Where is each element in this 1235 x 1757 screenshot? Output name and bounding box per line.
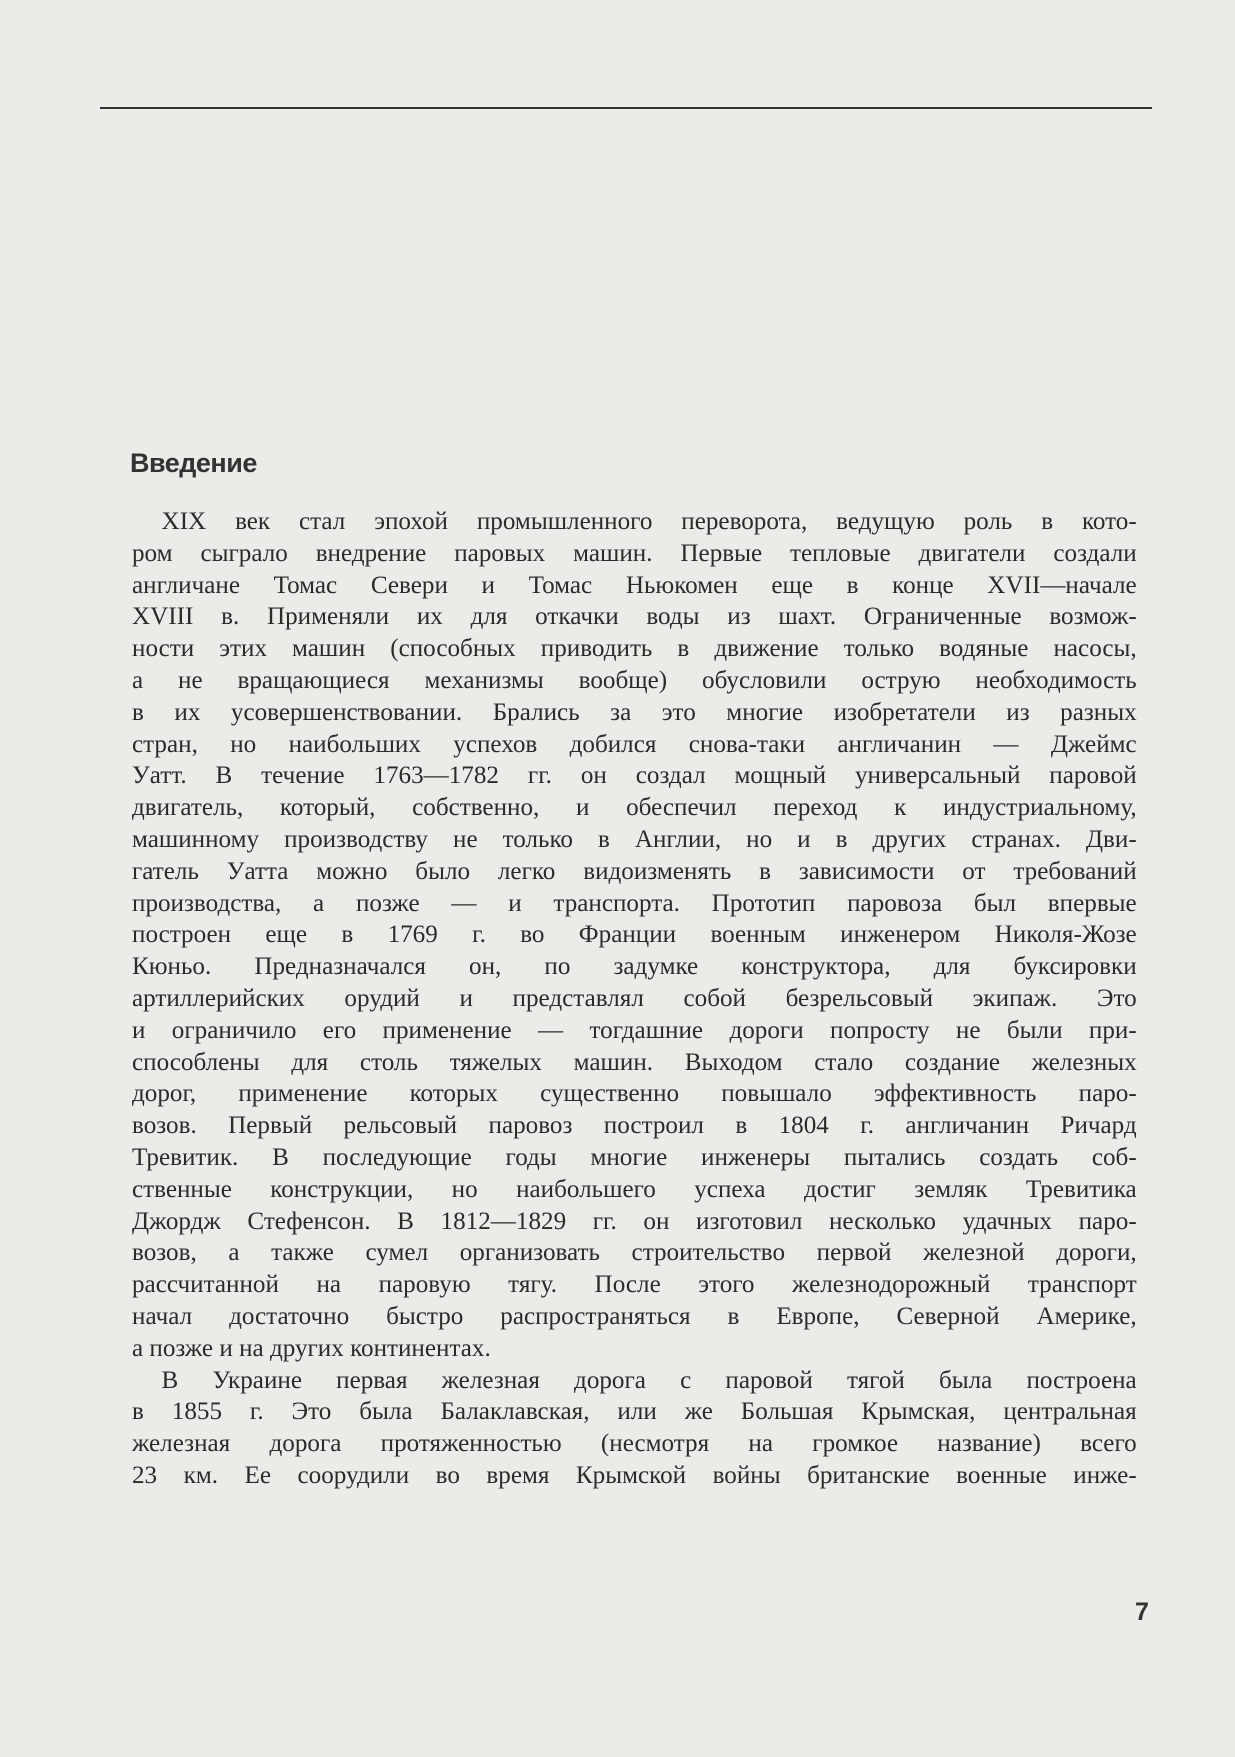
text-line: Джордж Стефенсон. В 1812—1829 гг. он изготовил несколько удачных паро- xyxy=(132,1205,1137,1235)
text-line: возов. Первый рельсовый паровоз построил в 1804 г. англичанин Ричард xyxy=(132,1110,1137,1140)
text-line: XIX век стал эпохой промышленного переворота, ведущую роль в кото- xyxy=(161,506,1137,535)
text-line: 23 км. Ее соорудили во время Крымской войны британские военные инже- xyxy=(132,1459,1137,1489)
text-line: двигатель, который, собственно, и обеспечил переход к индустриальному, xyxy=(132,792,1137,822)
text-line: Кюньо. Предназначался он, по задумке конструктора, для буксировки xyxy=(132,951,1137,981)
text-line: в 1855 г. Это была Балаклавская, или же Большая Крымская, центральная xyxy=(132,1396,1137,1426)
text-line: способлены для столь тяжелых машин. Выходом стало создание железных xyxy=(132,1046,1137,1076)
page-number: 7 xyxy=(1135,1598,1149,1626)
paragraph xyxy=(132,1364,1152,1491)
text-line: В Украине первая железная дорога с паровой тягой была построена xyxy=(161,1364,1137,1394)
paragraph xyxy=(132,505,1152,1364)
text-line: стран, но наибольших успехов добился снова-таки англичанин — Джеймс xyxy=(132,728,1137,758)
text-line: железная дорога протяженностью (несмотря на громкое название) всего xyxy=(132,1428,1137,1458)
text-line: построен еще в 1769 г. во Франции военным инженером Николя-Жозе xyxy=(132,919,1137,949)
text-line: ром сыграло внедрение паровых машин. Первые тепловые двигатели создали xyxy=(132,537,1137,567)
text-line: гатель Уатта можно было легко видоизменять в зависимости от требований xyxy=(132,855,1137,885)
text-line: артиллерийских орудий и представлял собой безрельсовый экипаж. Это xyxy=(132,982,1137,1012)
text-line: ности этих машин (способных приводить в движение только водяные насосы, xyxy=(132,633,1137,663)
text-line: Уатт. В течение 1763—1782 гг. он создал мощный универсальный паровой xyxy=(132,760,1137,790)
text-line: производства, а позже — и транспорта. Прототип паровоза был впервые xyxy=(132,887,1137,917)
text-line: машинному производству не только в Англии, но и в других странах. Дви- xyxy=(132,823,1137,853)
text-line: ственные конструкции, но наибольшего успеха достиг земляк Тревитика xyxy=(132,1173,1137,1203)
section-heading: Введение xyxy=(130,448,257,478)
text-line: XVIII в. Применяли их для откачки воды из шахт. Ограниченные возмож- xyxy=(132,601,1137,631)
text-line: и ограничило его применение — тогдашние дороги попросту не были при- xyxy=(132,1014,1137,1044)
text-line: а не вращающиеся механизмы вообще) обусловили острую необходимость xyxy=(132,664,1137,694)
text-line: начал достаточно быстро распространяться в Европе, Северной Америке, xyxy=(132,1300,1137,1330)
body-text xyxy=(132,505,1152,1491)
header-rule xyxy=(100,107,1152,109)
text-line: рассчитанной на паровую тягу. После этого железнодорожный транспорт xyxy=(132,1269,1137,1299)
text-line: а позже и на других континентах. xyxy=(132,1332,491,1362)
text-line: в их усовершенствовании. Брались за это многие изобретатели из разных xyxy=(132,696,1137,726)
text-line: дорог, применение которых существенно повышало эффективность паро- xyxy=(132,1078,1137,1108)
text-line: англичане Томас Севери и Томас Ньюкомен еще в конце XVII—начале xyxy=(132,569,1137,599)
text-line: возов, а также сумел организовать строительство первой железной дороги, xyxy=(132,1237,1137,1267)
text-line: Тревитик. В последующие годы многие инженеры пытались создать соб- xyxy=(132,1141,1137,1171)
